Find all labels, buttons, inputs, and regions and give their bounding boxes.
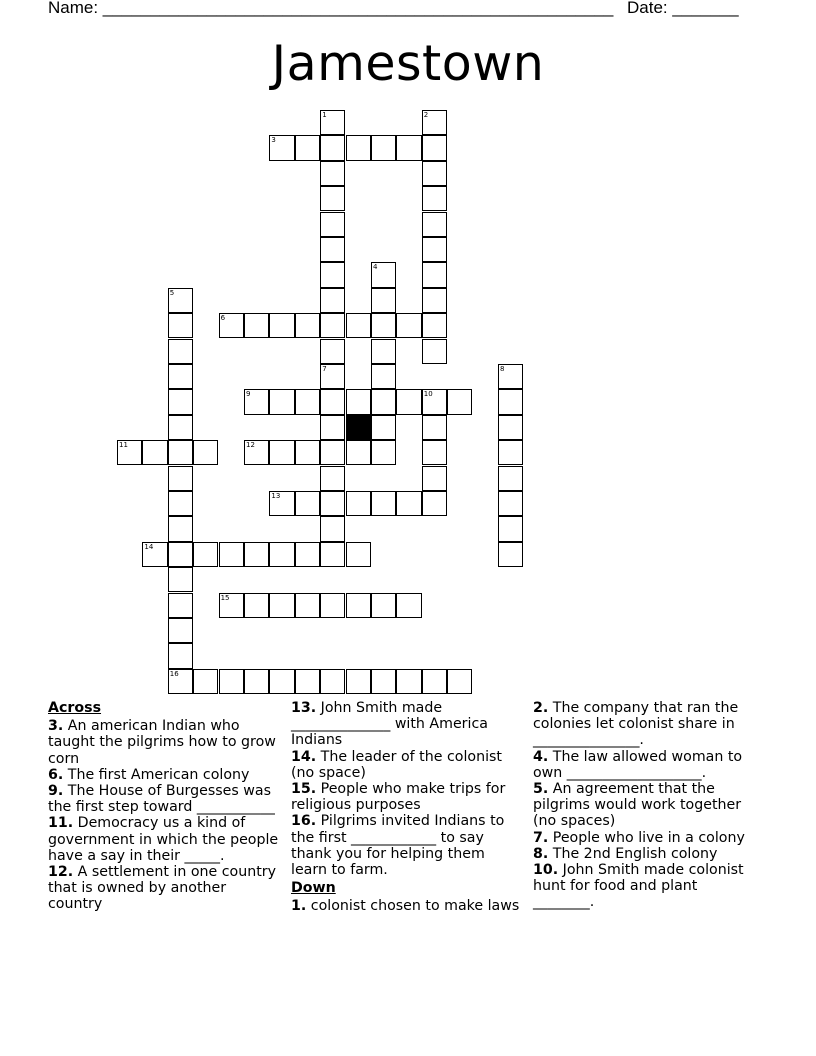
grid-cell[interactable]	[295, 669, 320, 694]
grid-cell[interactable]	[422, 389, 447, 414]
grid-cell[interactable]	[295, 491, 320, 516]
grid-cell[interactable]	[320, 466, 345, 491]
grid-cell[interactable]	[219, 593, 244, 618]
grid-cell[interactable]	[346, 440, 371, 465]
grid-cell[interactable]	[371, 313, 396, 338]
cell-number: 4	[373, 263, 378, 272]
grid-cell[interactable]	[498, 466, 523, 491]
grid-cell[interactable]	[320, 110, 345, 135]
grid-cell[interactable]	[396, 491, 421, 516]
grid-cell[interactable]	[269, 593, 294, 618]
name-field-label: Name: ______________________________________________________	[48, 0, 614, 17]
grid-block	[346, 415, 371, 440]
clue-9	[48, 783, 284, 815]
grid-cell[interactable]	[320, 491, 345, 516]
clue-number: 7.	[533, 829, 549, 846]
grid-cell[interactable]	[219, 542, 244, 567]
grid-cell[interactable]	[422, 440, 447, 465]
grid-cell[interactable]	[295, 440, 320, 465]
grid-cell[interactable]	[422, 212, 447, 237]
grid-cell[interactable]	[371, 135, 396, 160]
across-heading: Across	[48, 700, 102, 716]
grid-cell[interactable]	[371, 440, 396, 465]
cell-number: 7	[322, 365, 327, 373]
grid-cell[interactable]	[371, 593, 396, 618]
clue-number: 9.	[48, 783, 64, 800]
grid-cell[interactable]	[422, 237, 447, 262]
grid-cell[interactable]	[244, 313, 269, 338]
clue-text: An american Indian who taught the pilgrims how to grow corn	[48, 718, 276, 767]
clue-text: The leader of the colonist (no space)	[291, 748, 502, 781]
grid-cell[interactable]	[168, 643, 193, 668]
grid-cell[interactable]	[269, 440, 294, 465]
clue-number: 3.	[48, 718, 64, 735]
grid-cell[interactable]	[269, 135, 294, 160]
grid-cell[interactable]	[422, 466, 447, 491]
grid-cell[interactable]	[371, 364, 396, 389]
clue-number: 12.	[48, 864, 74, 881]
across-clue-list-continued	[291, 700, 521, 878]
grid-cell[interactable]	[269, 542, 294, 567]
clues-column-1	[48, 700, 284, 913]
grid-cell[interactable]	[142, 440, 167, 465]
grid-cell[interactable]	[320, 339, 345, 364]
grid-cell[interactable]	[269, 389, 294, 414]
grid-cell[interactable]	[320, 593, 345, 618]
clue-number: 1.	[291, 898, 307, 915]
grid-cell[interactable]	[346, 313, 371, 338]
grid-cell[interactable]	[117, 440, 142, 465]
grid-cell[interactable]	[396, 669, 421, 694]
grid-cell[interactable]	[498, 364, 523, 389]
cell-number: 14	[144, 542, 154, 551]
grid-cell[interactable]	[371, 389, 396, 414]
down-heading: Down	[291, 880, 336, 897]
grid-cell[interactable]	[244, 389, 269, 414]
grid-cell[interactable]	[396, 389, 421, 414]
clue-8	[533, 846, 758, 862]
grid-cell[interactable]	[422, 186, 447, 211]
clue-text: An agreement that the pilgrims would work together (no spaces)	[533, 781, 742, 830]
grid-cell[interactable]	[168, 389, 193, 414]
clue-number: 8.	[533, 845, 549, 862]
grid-cell[interactable]	[371, 339, 396, 364]
clue-number: 4.	[533, 748, 549, 765]
clue-text: The House of Burgesses was the first step toward ___________	[48, 783, 275, 816]
cell-number: 16	[169, 669, 179, 678]
grid-cell[interactable]	[193, 669, 218, 694]
grid-cell[interactable]	[244, 593, 269, 618]
grid-cell[interactable]	[320, 415, 345, 440]
cell-number: 6	[220, 314, 226, 323]
clue-text: The company that ran the colonies let colonist share in _______________.	[533, 700, 739, 749]
cell-number: 10	[423, 390, 433, 399]
grid-cell[interactable]	[498, 389, 523, 414]
grid-cell[interactable]	[447, 389, 472, 414]
grid-cell[interactable]	[168, 593, 193, 618]
grid-cell[interactable]	[320, 516, 345, 541]
grid-cell[interactable]	[168, 364, 193, 389]
across-clue-list	[48, 718, 284, 912]
clue-16	[291, 813, 521, 878]
grid-cell[interactable]	[320, 237, 345, 262]
grid-cell[interactable]	[498, 542, 523, 567]
grid-cell[interactable]	[193, 440, 218, 465]
clue-number: 15.	[291, 781, 317, 798]
grid-cell[interactable]	[320, 389, 345, 414]
clue-number: 14.	[291, 748, 317, 765]
clue-2	[533, 700, 758, 749]
clue-text: The 2nd English colony	[552, 845, 718, 862]
down-clue-list	[291, 898, 521, 914]
clue-text: A settlement in one country that is owned by another country	[48, 864, 277, 913]
cell-number: 8	[500, 365, 505, 373]
grid-cell[interactable]	[346, 491, 371, 516]
grid-cell[interactable]	[168, 466, 193, 491]
grid-cell[interactable]	[320, 440, 345, 465]
clue-11	[48, 815, 284, 864]
grid-cell[interactable]	[422, 313, 447, 338]
cell-number: 13	[271, 492, 281, 500]
clue-text: The first American colony	[67, 766, 250, 783]
grid-cell[interactable]	[371, 491, 396, 516]
grid-cell[interactable]	[346, 389, 371, 414]
clue-text: Democracy us a kind of government in which the people have a say in their _____.	[48, 815, 279, 864]
grid-cell[interactable]	[168, 618, 193, 643]
clue-text: Pilgrims invited Indians to the first ____________ to say thank you for helping them learn to farm.	[291, 813, 505, 879]
clue-number: 6.	[48, 766, 64, 783]
clue-text: colonist chosen to make laws	[310, 898, 520, 915]
grid-cell[interactable]	[295, 389, 320, 414]
grid-cell[interactable]	[168, 313, 193, 338]
clue-text: The law allowed woman to own ___________________.	[533, 748, 743, 781]
clue-text: John Smith made ______________ with America Indians	[291, 700, 488, 749]
grid-cell[interactable]	[269, 669, 294, 694]
clue-3	[48, 718, 284, 767]
grid-cell[interactable]	[371, 669, 396, 694]
grid-cell[interactable]	[498, 491, 523, 516]
grid-cell[interactable]	[219, 313, 244, 338]
grid-cell[interactable]	[320, 161, 345, 186]
date-field-label: Date: _______	[627, 0, 739, 17]
grid-cell[interactable]	[168, 440, 193, 465]
grid-cell[interactable]	[320, 364, 345, 389]
clue-6	[48, 767, 284, 783]
down-clue-list-continued	[533, 700, 758, 911]
grid-cell[interactable]	[168, 339, 193, 364]
clue-number: 2.	[533, 700, 549, 716]
grid-cell[interactable]	[168, 669, 193, 694]
grid-cell[interactable]	[320, 212, 345, 237]
cell-number: 5	[169, 288, 175, 297]
grid-cell[interactable]	[422, 669, 447, 694]
grid-cell[interactable]	[422, 135, 447, 160]
clue-4	[533, 749, 758, 781]
grid-cell[interactable]	[371, 415, 396, 440]
grid-cell[interactable]	[320, 262, 345, 287]
clue-5	[533, 781, 758, 830]
cell-number: 9	[246, 390, 251, 399]
grid-cell[interactable]	[168, 288, 193, 313]
clue-14	[291, 749, 521, 781]
clue-15	[291, 781, 521, 813]
grid-cell[interactable]	[295, 313, 320, 338]
grid-cell[interactable]	[447, 669, 472, 694]
grid-cell[interactable]	[168, 567, 193, 592]
grid-cell[interactable]	[320, 186, 345, 211]
grid-cell[interactable]	[320, 669, 345, 694]
clue-13	[291, 700, 521, 749]
grid-cell[interactable]	[346, 669, 371, 694]
grid-cell[interactable]	[142, 542, 167, 567]
grid-cell[interactable]	[168, 516, 193, 541]
grid-cell[interactable]	[422, 415, 447, 440]
grid-cell[interactable]	[269, 491, 294, 516]
grid-cell[interactable]	[320, 135, 345, 160]
grid-cell[interactable]	[168, 542, 193, 567]
clue-text: People who make trips for religious purposes	[291, 781, 506, 814]
grid-cell[interactable]	[422, 491, 447, 516]
clues-column-2	[291, 700, 521, 915]
grid-cell[interactable]	[295, 593, 320, 618]
grid-cell[interactable]	[168, 491, 193, 516]
cell-number: 15	[220, 593, 230, 602]
grid-cell[interactable]	[346, 593, 371, 618]
cell-number: 1	[322, 111, 327, 119]
cell-number: 12	[246, 441, 255, 450]
grid-cell[interactable]	[371, 288, 396, 313]
grid-cell[interactable]	[269, 313, 294, 338]
clue-text: People who live in a colony	[552, 829, 745, 846]
grid-cell[interactable]	[422, 262, 447, 287]
clue-12	[48, 864, 284, 913]
grid-cell[interactable]	[422, 161, 447, 186]
clue-1	[291, 898, 521, 914]
grid-cell[interactable]	[346, 135, 371, 160]
cell-number: 2	[423, 111, 429, 119]
grid-cell[interactable]	[295, 135, 320, 160]
clue-number: 13.	[291, 700, 317, 716]
grid-cell[interactable]	[168, 415, 193, 440]
cell-number: 3	[271, 136, 276, 145]
clue-number: 16.	[291, 813, 317, 830]
grid-cell[interactable]	[396, 313, 421, 338]
clue-7	[533, 830, 758, 846]
grid-cell[interactable]	[320, 288, 345, 313]
grid-cell[interactable]	[422, 339, 447, 364]
clue-number: 10.	[533, 862, 559, 879]
clues-column-3	[533, 700, 758, 911]
clue-number: 11.	[48, 815, 74, 832]
grid-cell[interactable]	[396, 593, 421, 618]
grid-cell[interactable]	[498, 415, 523, 440]
grid-cell[interactable]	[396, 135, 421, 160]
grid-cell[interactable]	[498, 440, 523, 465]
grid-cell[interactable]	[320, 542, 345, 567]
page-title: Jamestown	[271, 35, 545, 92]
grid-cell[interactable]	[346, 542, 371, 567]
grid-cell[interactable]	[295, 542, 320, 567]
grid-cell[interactable]	[498, 516, 523, 541]
grid-cell[interactable]	[193, 542, 218, 567]
grid-cell[interactable]	[244, 669, 269, 694]
grid-cell[interactable]	[371, 262, 396, 287]
grid-cell[interactable]	[244, 542, 269, 567]
grid-cell[interactable]	[422, 288, 447, 313]
grid-cell[interactable]	[320, 313, 345, 338]
clue-text: John Smith made colonist hunt for food and plant ________.	[533, 862, 744, 911]
grid-cell[interactable]	[422, 110, 447, 135]
grid-cell[interactable]	[244, 440, 269, 465]
clue-10	[533, 862, 758, 911]
grid-cell[interactable]	[219, 669, 244, 694]
clue-number: 5.	[533, 781, 549, 798]
cell-number: 11	[119, 441, 128, 450]
